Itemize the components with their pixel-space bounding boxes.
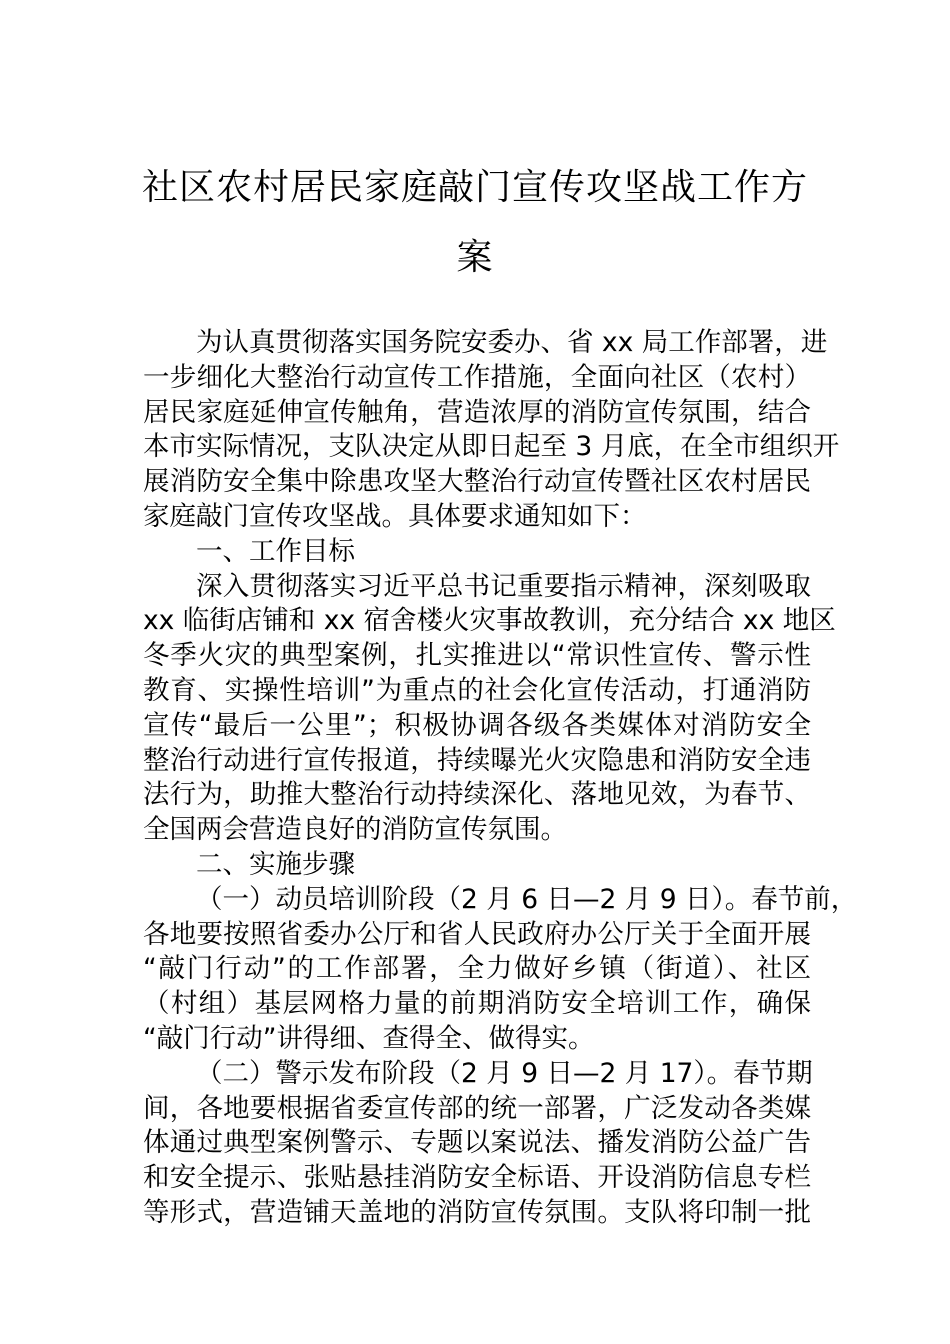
document-text-line: xx 临街店铺和 xx 宿舍楼火灾事故教训，充分结合 xx 地区 [143,605,836,637]
document-text-line: 居民家庭延伸宣传触角，营造浓厚的消防宣传氛围，结合 [143,396,811,428]
document-text-line: 宣传“最后一公里”；积极协调各级各类媒体对消防安全 [143,709,811,741]
document-text-line: 二、实施步骤 [196,848,355,880]
document-text-line: 深入贯彻落实习近平总书记重要指示精神，深刻吸取 [196,570,811,602]
document-text-line: 法行为，助推大整治行动持续深化、落地见效，为春节、 [143,779,811,811]
document-text-line: 教育、实操性培训”为重点的社会化宣传活动，打通消防 [143,674,811,706]
document-text-line: 体通过典型案例警示、专题以案说法、播发消防公益广告 [143,1127,811,1159]
document-text-line: （二）警示发布阶段（2 月 9 日—2 月 17）。春节期 [196,1057,813,1089]
document-text-line: 为认真贯彻落实国务院安委办、省 xx 局工作部署，进 [196,327,828,358]
document-text-line: 等形式，营造铺天盖地的消防宣传氛围。支队将印制一批 [143,1196,811,1228]
document-text-line: 家庭敲门宣传攻坚战。具体要求通知如下： [143,500,647,532]
document-text-line: 和安全提示、张贴悬挂消防安全标语、开设消防信息专栏 [143,1162,811,1194]
document-text-line: （村组）基层网格力量的前期消防安全培训工作，确保 [143,988,811,1020]
document-text-line: 一步细化大整治行动宣传工作措施，全面向社区（农村） [143,361,811,393]
document-text-line: （一）动员培训阶段（2 月 6 日—2 月 9 日）。春节前， [196,883,858,915]
document-text-line: 各地要按照省委办公厅和省人民政府办公厅关于全面开展 [143,918,811,950]
document-title-line-2: 案 [456,237,494,278]
document-title-line-1: 社区农村居民家庭敲门宣传攻坚战工作方 [141,167,808,208]
document-text-line: “敲门行动”讲得细、查得全、做得实。 [143,1022,595,1054]
document-text-line: 冬季火灾的典型案例，扎实推进以“常识性宣传、警示性 [143,640,811,672]
document-text-line: 本市实际情况，支队决定从即日起至 3 月底，在全市组织开 [143,431,840,463]
document-text-line: 展消防安全集中除患攻坚大整治行动宣传暨社区农村居民 [143,466,811,498]
document-text-line: 一、工作目标 [196,535,355,567]
document-body [143,326,858,1231]
document-text-line: 全国两会营造良好的消防宣传氛围。 [143,814,567,846]
document-text-line: “敲门行动”的工作部署，全力做好乡镇（街道）、社区 [143,953,811,985]
document-text-line: 整治行动进行宣传报道，持续曝光火灾隐患和消防安全违 [143,744,811,776]
document-text-line: 间，各地要根据省委宣传部的统一部署，广泛发动各类媒 [143,1092,811,1124]
